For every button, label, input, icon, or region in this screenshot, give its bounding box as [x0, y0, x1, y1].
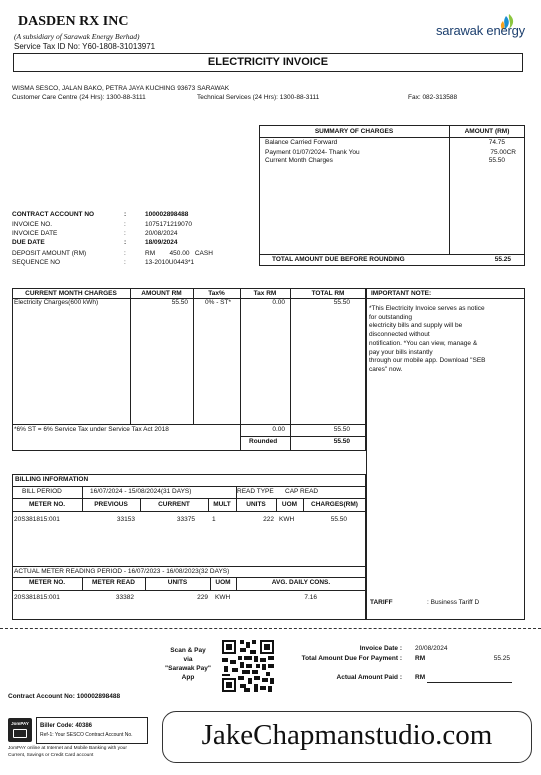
jompay-desc: JomPAY online at Internet and Mobile Banking with your: [8, 746, 127, 751]
billing-previous: 33153: [116, 516, 135, 523]
charges-header: Tax%: [208, 290, 225, 297]
slip-paid-label: Actual Amount Paid :: [336, 674, 402, 681]
account-label: INVOICE NO.: [12, 221, 53, 228]
billing-uom: KWH: [279, 516, 295, 523]
actual-avg: 7.16: [304, 594, 317, 601]
billing-units: 222: [263, 516, 274, 523]
read-type-value: CAP READ: [285, 488, 319, 495]
charge-total: 55.50: [333, 299, 350, 306]
read-type-label: READ TYPE: [237, 488, 274, 495]
amount-paid-field[interactable]: [427, 682, 512, 683]
actual-header: METER READ: [92, 579, 135, 586]
customer-care: Customer Care Centre (24 Hrs): 1300-88-3111: [12, 94, 146, 101]
biller-ref: Ref-1: Your SESCO Contract Account No.: [40, 732, 133, 738]
billing-header: MULT: [213, 501, 231, 508]
slip-total-currency: RM: [415, 655, 426, 662]
account-label: INVOICE DATE: [12, 230, 58, 237]
billing-header: METER NO.: [28, 501, 66, 508]
sarawak-energy-logo: [436, 12, 528, 42]
charge-desc: Electricity Charges(600 kWh): [14, 299, 99, 306]
summary-row-label: Current Month Charges: [265, 157, 333, 164]
jompay-desc: Current, Savings or Credit Card account: [8, 753, 94, 758]
total-due-label: TOTAL AMOUNT DUE BEFORE ROUNDING: [272, 256, 405, 263]
subtotal: 55.50: [333, 426, 350, 433]
charge-amount: 55.50: [171, 299, 188, 306]
actual-header: UOM: [215, 579, 231, 586]
important-note-text: *This Electricity Invoice serves as notice for outstanding electricity bills and supply will be disconnected without notification. *You can view, manage & pay your bills instantly through our mobile app. Download "SEB cares" now.: [369, 305, 486, 373]
address: WISMA SESCO, JALAN BAKO, PETRA JAYA KUCHING 93673 SARAWAK: [12, 85, 230, 92]
sequence-no: 13-2010U0443*1: [145, 259, 195, 266]
charge-tax-pct: 0% - ST*: [205, 299, 232, 306]
billing-mult: 1: [212, 516, 216, 523]
actual-header: UNITS: [167, 579, 188, 586]
deposit-amount: RM 450.00 CASH: [145, 250, 213, 257]
bill-period-value: 16/07/2024 - 15/08/2024(31 DAYS): [90, 488, 192, 495]
bill-period-label: BILL PERIOD: [22, 488, 62, 495]
total-due-amount: 55.25: [494, 256, 511, 263]
billing-current: 33375: [176, 516, 195, 523]
charges-header: Tax RM: [253, 290, 277, 297]
fax: Fax: 082-313588: [408, 94, 458, 101]
billing-header: UOM: [281, 501, 298, 508]
slip-invoice-date-value: 20/08/2024: [415, 645, 448, 652]
actual-read: 33382: [115, 594, 134, 601]
account-label: DEPOSIT AMOUNT (RM): [12, 250, 87, 257]
watermark-text: JakeChapmanstudio.com: [201, 719, 493, 751]
account-colon: :: [124, 239, 127, 246]
company-subsidiary: (A subsidiary of Sarawak Energy Berhad): [14, 32, 140, 41]
slip-total-value: 55.25: [493, 655, 510, 662]
actual-reading-title: ACTUAL METER READING PERIOD - 16/07/2023 - 16/08/2023(32 DAYS): [14, 568, 230, 575]
billing-header: UNITS: [246, 501, 266, 508]
billing-charges: 55.50: [330, 516, 347, 523]
actual-meter: 20S381815:001: [14, 594, 60, 601]
qr-code-icon[interactable]: [222, 640, 274, 692]
account-colon: :: [124, 250, 126, 257]
slip-invoice-date-label: Invoice Date :: [359, 645, 402, 652]
billing-header: CURRENT: [158, 501, 190, 508]
summary-header-label: SUMMARY OF CHARGES: [314, 128, 394, 135]
tear-line: [0, 628, 541, 629]
tariff-value: : Business Tariff D: [427, 599, 480, 606]
jompay-logo-icon: JomPAY: [8, 718, 32, 742]
account-colon: :: [124, 221, 126, 228]
biller-code: Biller Code: 40386: [40, 723, 93, 729]
important-note-title: IMPORTANT NOTE:: [371, 290, 432, 297]
charges-header: CURRENT MONTH CHARGES: [25, 290, 117, 297]
summary-row-amount: 74.75: [488, 139, 505, 146]
tax-footnote: *6% ST = 6% Service Tax under Service Tax Act 2018: [14, 426, 169, 433]
subtotal-tax: 0.00: [272, 426, 285, 433]
actual-units: 229: [197, 594, 208, 601]
actual-header: AVG. DAILY CONS.: [271, 579, 331, 586]
summary-row-label: Balance Carried Forward: [265, 139, 338, 146]
invoice-title: ELECTRICITY INVOICE: [207, 56, 329, 68]
account-label: DUE DATE: [12, 239, 45, 246]
due-date: 18/09/2024: [145, 239, 178, 246]
summary-row-amount: 55.50: [488, 157, 505, 164]
billing-header: CHARGES(RM): [311, 501, 358, 508]
logo-text: sarawak energy: [436, 23, 525, 38]
slip-paid-currency: RM: [415, 674, 426, 681]
charges-header: AMOUNT RM: [141, 290, 182, 297]
scan-pay-text: Scan & Pay via "Sarawak Pay" App: [165, 647, 211, 681]
technical-services: Technical Services (24 Hrs): 1300-88-3111: [197, 94, 320, 101]
account-colon: :: [124, 259, 126, 266]
invoice-date: 20/08/2024: [145, 230, 178, 237]
company-name: DASDEN RX INC: [18, 14, 129, 29]
charges-header: TOTAL RM: [311, 290, 345, 297]
summary-header-amount: AMOUNT (RM): [464, 128, 510, 135]
charge-tax-rm: 0.00: [272, 299, 285, 306]
billing-header: PREVIOUS: [94, 501, 128, 508]
invoice-no: 1075171219070: [145, 221, 192, 228]
tax-id: Service Tax ID No: Y60-1808-31013971: [14, 42, 156, 51]
contract-account-no: 100002898488: [145, 211, 189, 218]
account-colon: :: [124, 230, 126, 237]
account-colon: :: [124, 211, 127, 218]
account-label: SEQUENCE NO: [12, 259, 61, 266]
rounded-label: Rounded: [249, 438, 278, 445]
rounded-total: 55.50: [333, 438, 350, 445]
actual-header: METER NO.: [28, 579, 66, 586]
summary-row-amount: 75.00CR: [490, 149, 516, 156]
tariff-label: TARIFF: [370, 599, 393, 606]
billing-title: BILLING INFORMATION: [15, 476, 89, 483]
footer-contract-account: Contract Account No: 100002898488: [8, 693, 121, 700]
actual-uom: KWH: [215, 594, 231, 601]
billing-meter: 20S381815:001: [14, 516, 60, 523]
slip-total-label: Total Amount Due For Payment :: [301, 655, 402, 662]
account-label: CONTRACT ACCOUNT NO: [12, 211, 95, 218]
biller-box: [36, 717, 148, 744]
summary-row-label: Payment 01/07/2024- Thank You: [265, 149, 360, 156]
